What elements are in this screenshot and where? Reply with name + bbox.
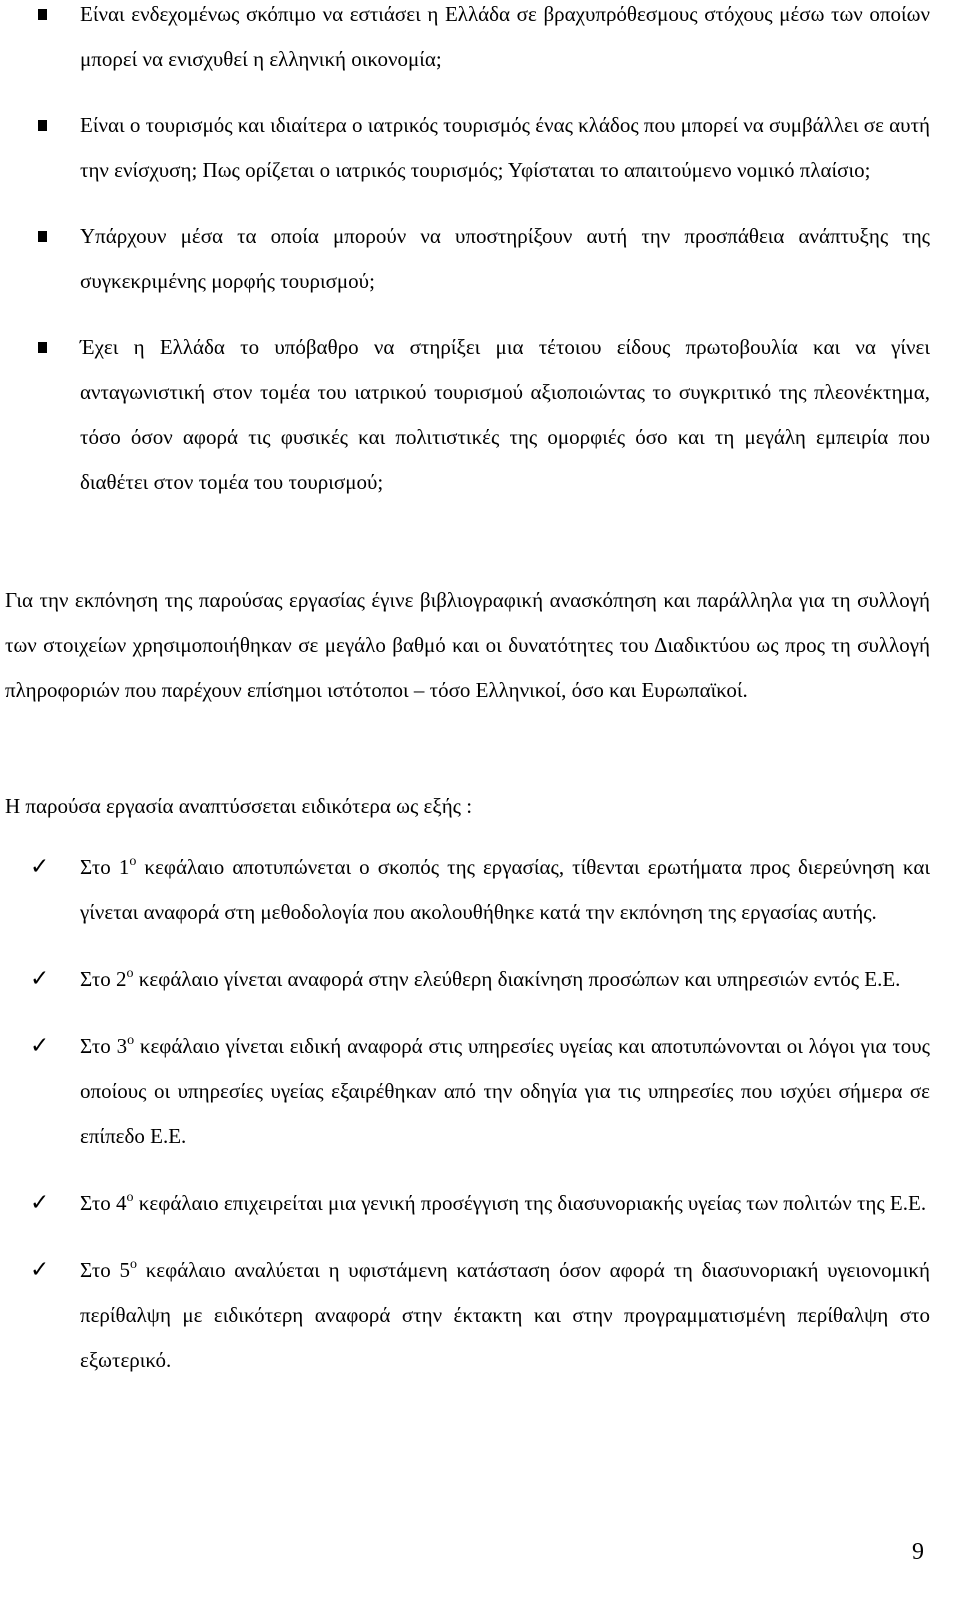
chapters-list (0, 845, 960, 1383)
list-item (0, 957, 930, 1002)
chapter-text: Στο $2^o$ κεφάλαιο γίνεται αναφορά στην ελεύθερη διακίνηση προσώπων και υπηρεσιών εντός Ε.Ε. (80, 966, 901, 991)
list-item (0, 1024, 930, 1159)
square-bullet-icon (38, 120, 47, 131)
checkmark-icon: ✓ (30, 1190, 50, 1216)
chapter-text: Στο $1^o$ κεφάλαιο αποτυπώνεται ο σκοπός της εργασίας, τίθενται ερωτήματα προς διερεύνηση και γίνεται αναφορά στη μεθοδολογία που ακολουθήθηκε κατά την εκπόνηση της εργασίας αυτής. (80, 854, 930, 924)
method-section (5, 578, 930, 713)
list-item (0, 214, 930, 304)
structure-intro: Η παρούσα εργασία αναπτύσσεται ειδικότερα ως εξής : (5, 794, 473, 818)
checkmark-icon: ✓ (30, 854, 50, 880)
question-text: Υπάρχουν μέσα τα οποία μπορούν να υποστηρίξουν αυτή την προσπάθεια ανάπτυξης της συγκεκριμένης μορφής τουρισμού; (80, 224, 930, 293)
page-number: 9 (912, 1539, 924, 1565)
questions-list (0, 0, 960, 505)
question-text: Είναι ενδεχομένως σκόπιμο να εστιάσει η Ελλάδα σε βραχυπρόθεσμους στόχους μέσω των οποίων μπορεί να ενισχυθεί η ελληνική οικονομία; (80, 2, 930, 71)
checkmark-icon: ✓ (30, 1033, 50, 1059)
square-bullet-icon (38, 342, 47, 353)
list-item (0, 1248, 930, 1383)
square-bullet-icon (38, 9, 47, 20)
list-item (0, 103, 930, 193)
square-bullet-icon (38, 231, 47, 242)
chapter-text: Στο $4^o$ κεφάλαιο επιχειρείται μια γενική προσέγγιση της διασυνοριακής υγείας των πολιτών της Ε.Ε. (80, 1190, 927, 1215)
checkmark-icon: ✓ (30, 1257, 50, 1283)
chapter-text: Στο $3^o$ κεφάλαιο γίνεται ειδική αναφορά στις υπηρεσίες υγείας και αποτυπώνονται οι λόγοι για τους οποίους οι υπηρεσίες υγείας εξαιρέθηκαν από την οδηγία για τις υπηρεσίες που ισχύει σήμερα σε επίπεδο Ε.Ε. (80, 1033, 930, 1148)
question-text: Έχει η Ελλάδα το υπόβαθρο να στηρίξει μια τέτοιου είδους πρωτοβουλία και να γίνει ανταγωνιστική στον τομέα του ιατρικού τουρισμού αξιοποιώντας το συγκριτικό της πλεονέκτημα, τόσο όσον αφορά τις φυσικές και πολιτιστικές της ομορφιές όσο και τη μεγάλη εμπειρία που διαθέτει στον τομέα του τουρισμού; (80, 335, 930, 494)
list-item (0, 1181, 930, 1226)
structure-section (5, 784, 930, 829)
list-item (0, 845, 930, 935)
list-item (0, 0, 930, 82)
checkmark-icon: ✓ (30, 966, 50, 992)
question-text: Είναι ο τουρισμός και ιδιαίτερα ο ιατρικός τουρισμός ένας κλάδος που μπορεί να συμβάλλει σε αυτή την ενίσχυση; Πως ορίζεται ο ιατρικός τουρισμός; Υφίσταται το απαιτούμενο νομικό πλαίσιο; (80, 113, 930, 182)
chapter-text: Στο $5^o$ κεφάλαιο αναλύεται η υφιστάμενη κατάσταση όσον αφορά τη διασυνοριακή υγειονομική περίθαλψη με ειδικότερη αναφορά στην έκτακτη και στην προγραμματισμένη περίθαλψη στο εξωτερικό. (80, 1257, 930, 1372)
list-item (0, 325, 930, 505)
method-paragraph: Για την εκπόνηση της παρούσας εργασίας έγινε βιβλιογραφική ανασκόπηση και παράλληλα για τη συλλογή των στοιχείων χρησιμοποιήθηκαν σε μεγάλο βαθμό και οι δυνατότητες του Διαδικτύου ως προς τη συλλογή πληροφοριών που παρέχουν επίσημοι ιστότοποι – τόσο Ελληνικοί, όσο και Ευρωπαϊκοί. (5, 588, 930, 702)
